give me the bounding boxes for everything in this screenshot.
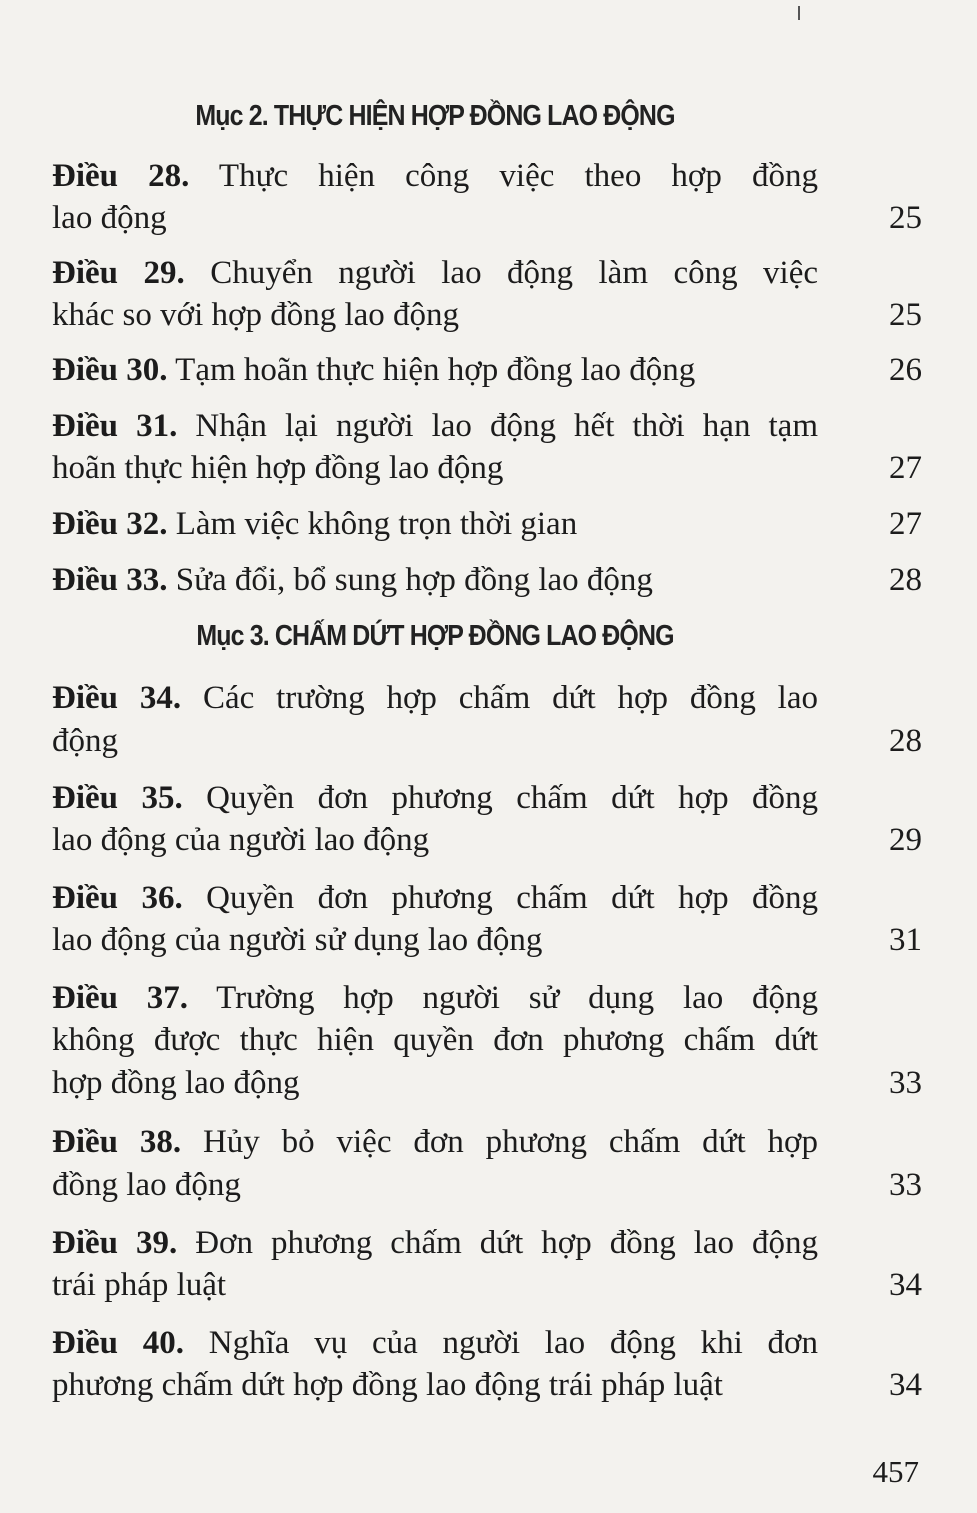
entry-text: Quyền đơn phương chấm dứt hợp đồng xyxy=(206,880,819,916)
entry-text: không được thực hiện quyền đơn phương chấm dứt xyxy=(52,1022,818,1058)
entry-page-number: 25 xyxy=(889,200,922,236)
page-number: 457 xyxy=(872,1454,919,1489)
entry-label: Điều 39. xyxy=(52,1225,178,1261)
entry-text: lao động của người sử dụng lao động xyxy=(52,922,543,958)
entry-text: lao động xyxy=(52,200,167,236)
entry-label: Điều 31. xyxy=(52,408,178,444)
entry-page-number: 27 xyxy=(889,506,922,542)
entry-line xyxy=(52,1323,818,1363)
entry-line xyxy=(52,778,818,818)
entry-text: đồng lao động xyxy=(52,1167,241,1203)
entry-text: Chuyển người lao động làm công việc xyxy=(210,255,819,291)
entry-line xyxy=(52,504,577,544)
entry-text: khác so với hợp đồng lao động xyxy=(52,297,460,333)
entry-text: Tạm hoãn thực hiện hợp đồng lao động xyxy=(175,352,696,388)
entry-label: Điều 36. xyxy=(52,880,183,916)
entry-line xyxy=(52,560,653,600)
entry-page-number: 33 xyxy=(889,1167,922,1203)
entry-page-number: 26 xyxy=(889,352,922,388)
entry-label: Điều 35. xyxy=(52,780,183,816)
entry-text: Sửa đổi, bổ sung hợp đồng lao động xyxy=(175,562,653,598)
entry-page-number: 28 xyxy=(889,562,922,598)
entry-text: hợp đồng lao động xyxy=(52,1065,300,1101)
entry-label: Điều 38. xyxy=(52,1124,182,1160)
entry-page-number: 34 xyxy=(889,1367,922,1403)
entry-line xyxy=(52,1223,818,1263)
entry-line xyxy=(52,406,818,446)
entry-line xyxy=(52,878,818,918)
section-title-muc-3: Mục 3. CHẤM DỨT HỢP ĐỒNG LAO ĐỘNG xyxy=(196,620,674,652)
entry-line xyxy=(52,978,818,1018)
entry-page-number: 33 xyxy=(889,1065,922,1101)
entry-line xyxy=(52,253,818,293)
entry-line xyxy=(52,350,695,390)
entry-text: hoãn thực hiện hợp đồng lao động xyxy=(52,450,504,486)
entry-label: Điều 32. xyxy=(52,506,168,542)
entry-page-number: 28 xyxy=(889,723,922,759)
entry-text: Thực hiện công việc theo hợp đồng xyxy=(218,158,819,194)
entry-page-number: 25 xyxy=(889,297,922,333)
entry-text: Làm việc không trọn thời gian xyxy=(175,506,578,542)
entry-label: Điều 37. xyxy=(52,980,189,1016)
entry-page-number: 34 xyxy=(889,1267,922,1303)
entry-page-number: 31 xyxy=(889,922,922,958)
section-title-muc-2: Mục 2. THỰC HIỆN HỢP ĐỒNG LAO ĐỘNG xyxy=(195,100,675,132)
entry-text: trái pháp luật xyxy=(52,1267,227,1303)
entry-label: Điều 30. xyxy=(52,352,168,388)
margin-mark xyxy=(798,6,800,20)
entry-line xyxy=(52,156,818,196)
entry-line xyxy=(52,678,818,718)
entry-page-number: 27 xyxy=(889,450,922,486)
entry-label: Điều 33. xyxy=(52,562,168,598)
entry-text: Hủy bỏ việc đơn phương chấm dứt hợp xyxy=(202,1124,818,1160)
entry-line xyxy=(52,1122,818,1162)
entry-text: Trường hợp người sử dụng lao động xyxy=(216,980,819,1016)
entry-text: Đơn phương chấm dứt hợp đồng lao động xyxy=(195,1225,818,1261)
entry-label: Điều 34. xyxy=(52,680,182,716)
entry-text: Nghĩa vụ của người lao động khi đơn xyxy=(208,1325,818,1361)
entry-label: Điều 40. xyxy=(52,1325,185,1361)
entry-label: Điều 28. xyxy=(52,158,190,194)
entry-text: lao động của người lao động xyxy=(52,822,430,858)
entry-text: Các trường hợp chấm dứt hợp đồng lao xyxy=(202,680,818,716)
entry-text: Quyền đơn phương chấm dứt hợp đồng xyxy=(206,780,819,816)
entry-label: Điều 29. xyxy=(52,255,185,291)
entry-text: Nhận lại người lao động hết thời hạn tạm xyxy=(195,408,818,444)
entry-text: động xyxy=(52,723,118,759)
entry-page-number: 29 xyxy=(889,822,922,858)
entry-text: phương chấm dứt hợp đồng lao động trái pháp luật xyxy=(52,1367,723,1403)
